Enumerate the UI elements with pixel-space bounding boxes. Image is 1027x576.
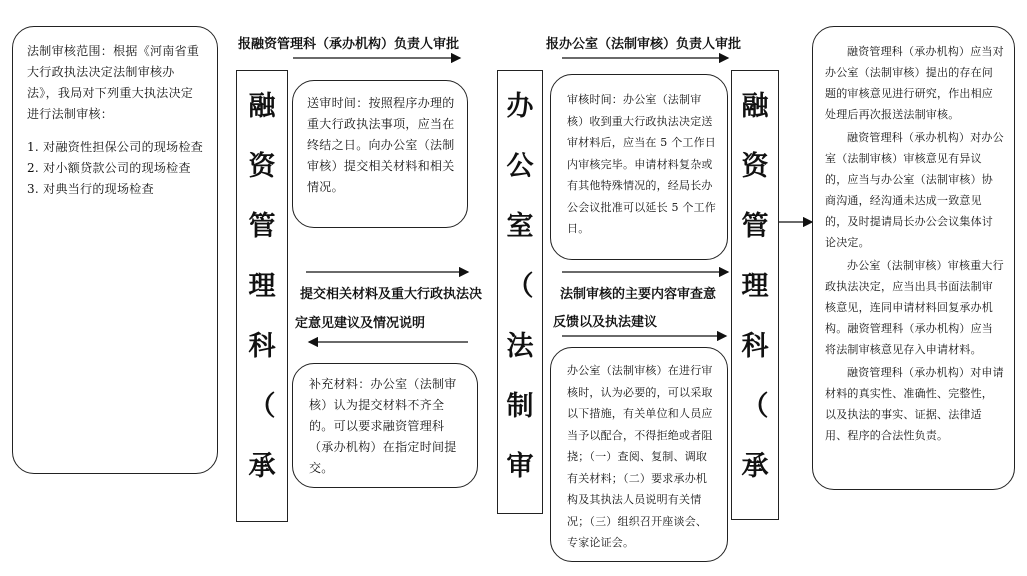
label-review-content-1: 法制审核的主要内容审查意: [560, 287, 717, 302]
note-text: 补充材料：办公室（法制审核）认为提交材料不齐全的。可以要求融资管理科（承办机构）在指定时间提交。: [309, 377, 457, 475]
outcome-paragraph: 融资管理科（承办机构）对办公室（法制审核）审核意见有异议的，应当与办公室（法制审核）协商沟通，经沟通未达成一致意见的，及时提请局长办公会议集体讨论决定。: [825, 131, 1004, 249]
note-supplement: [292, 363, 478, 488]
column-finance-dept-left: [236, 70, 288, 522]
column-char: 科: [741, 331, 769, 362]
column-char: 公: [506, 151, 534, 182]
column-char: 管: [248, 211, 276, 242]
label-review-content-2: 反馈以及执法建议: [553, 315, 658, 330]
column-finance-dept-right: [731, 70, 779, 520]
column-char: 资: [741, 151, 769, 182]
column-char: 审: [506, 451, 534, 482]
column-char: （: [248, 391, 276, 422]
scope-intro: 法制审核范围：根据《河南省重大行政执法决定法制审核办法》，我局对下列重大执法决定进行法制审核：: [27, 44, 200, 121]
column-char: 融: [248, 91, 276, 122]
column-char: （: [506, 271, 534, 302]
note-text: 办公室（法制审核）在进行审核时，认为必要的，可以采取以下措施，有关单位和人员应当予以配合，不得拒绝或者阻挠；（一）查阅、复制、调取有关材料；（二）要求承办机构及其执法人员说明有关情况；（三）组织召开座谈会、专家论证会。: [567, 364, 713, 549]
note-send-time: [292, 80, 468, 228]
column-office-legal-review: [497, 70, 543, 514]
scope-item: 1. 对融资性担保公司的现场检查: [27, 140, 204, 154]
column-char: 理: [248, 271, 276, 302]
scope-item: 2. 对小额贷款公司的现场检查: [27, 161, 191, 175]
note-review-time: [550, 74, 728, 260]
column-char: 室: [506, 211, 534, 242]
label-submit-materials-2: 定意见建议及情况说明: [295, 316, 426, 331]
column-char: 制: [506, 391, 534, 422]
label-approve-office-head: 报办公室（法制审核）负责人审批: [546, 37, 742, 52]
note-review-measures: [550, 347, 728, 562]
outcome-paragraph: 融资管理科（承办机构）对申请材料的真实性、准确性、完整性，以及执法的事实、证据、法律适用、程序的合法性负责。: [825, 366, 1004, 442]
column-char: 管: [741, 211, 769, 242]
scope-item: 3. 对典当行的现场检查: [27, 182, 154, 196]
column-char: 融: [741, 91, 769, 122]
column-char: （: [741, 391, 769, 422]
scope-box: [12, 26, 218, 474]
column-char: 承: [248, 451, 276, 482]
column-char: 承: [741, 451, 769, 482]
label-submit-materials-1: 提交相关材料及重大行政执法决: [300, 287, 483, 302]
label-approve-finance-head: 报融资管理科（承办机构）负责人审批: [238, 37, 460, 52]
outcome-paragraph: 融资管理科（承办机构）应当对办公室（法制审核）提出的存在问题的审核意见进行研究，作出相应处理后再次报送法制审核。: [825, 45, 1004, 121]
column-char: 办: [506, 91, 534, 122]
column-char: 法: [506, 331, 534, 362]
outcome-box: [812, 26, 1015, 490]
note-text: 送审时间：按照程序办理的重大行政执法事项，应当在终结之日。向办公室（法制审核）提交相关材料和相关情况。: [307, 96, 455, 194]
column-char: 科: [248, 331, 276, 362]
column-char: 资: [248, 151, 276, 182]
outcome-paragraph: 办公室（法制审核）审核重大行政执法决定，应当出具书面法制审核意见，连同申请材料回复承办机构。融资管理科（承办机构）应当将法制审核意见存入申请材料。: [825, 259, 1004, 356]
note-text: 审核时间：办公室（法制审核）收到重大行政执法决定送审材料后，应当在 5 个工作日内审核完毕。申请材料复杂或有其他特殊情况的，经局长办公会议批准可以延长 5 个工作日。: [567, 93, 716, 235]
column-char: 理: [741, 271, 769, 302]
